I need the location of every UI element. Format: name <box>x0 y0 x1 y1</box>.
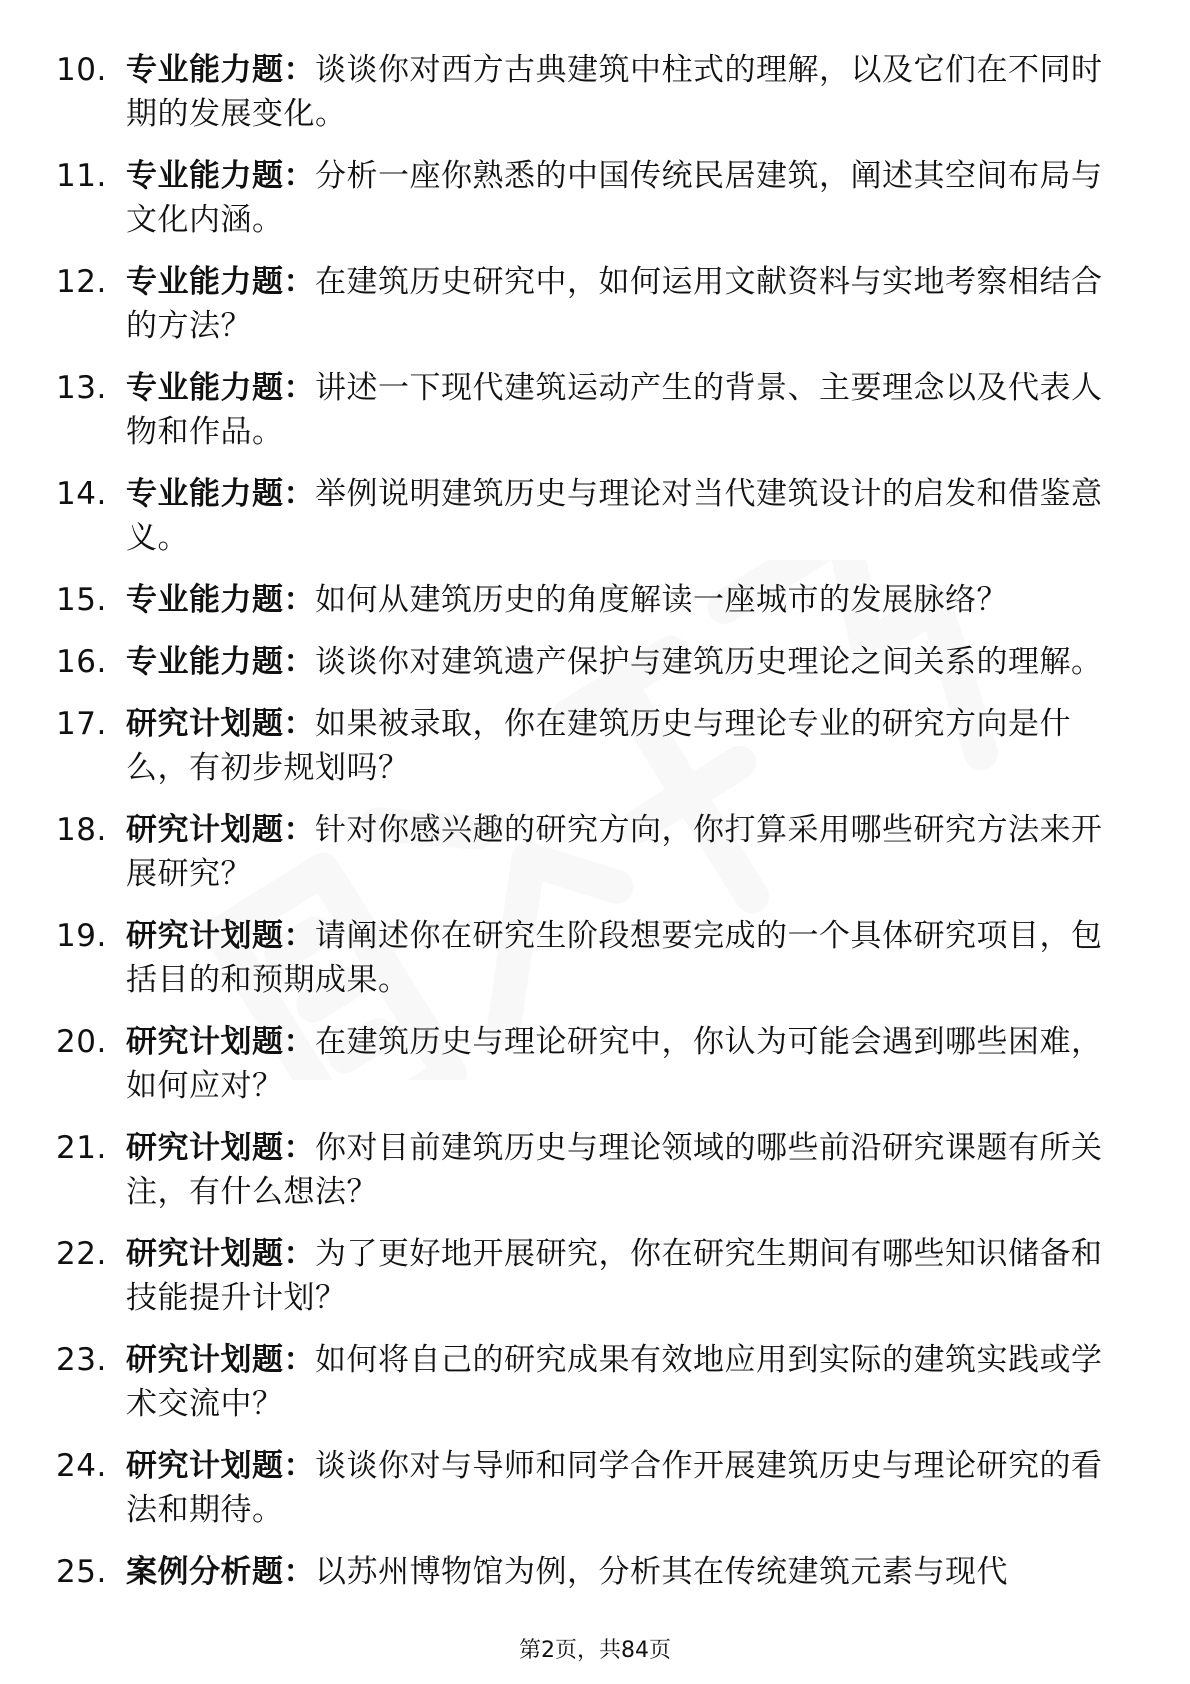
question-category: 研究计划题： <box>126 1130 315 1166</box>
question-item <box>56 914 1116 1002</box>
question-number: 12. <box>56 264 107 300</box>
question-text: 在建筑历史与理论研究中，你认为可能会遇到哪些困难，如何应对？ <box>126 1024 1103 1104</box>
question-category: 专业能力题： <box>126 264 315 300</box>
question-number: 19. <box>56 918 107 954</box>
question-category: 研究计划题： <box>126 812 315 848</box>
question-text: 如果被录取，你在建筑历史与理论专业的研究方向是什么，有初步规划吗？ <box>126 706 1071 786</box>
question-text: 你对目前建筑历史与理论领域的哪些前沿研究课题有所关注，有什么想法？ <box>126 1130 1103 1210</box>
question-body <box>126 48 1116 136</box>
question-body <box>126 366 1116 454</box>
question-item <box>56 260 1116 348</box>
question-body <box>126 808 1116 896</box>
question-text: 为了更好地开展研究，你在研究生期间有哪些知识储备和技能提升计划？ <box>126 1236 1103 1316</box>
question-number: 17. <box>56 706 107 742</box>
question-item <box>56 1126 1116 1214</box>
question-body <box>126 578 1116 622</box>
question-text: 针对你感兴趣的研究方向，你打算采用哪些研究方法来开展研究？ <box>126 812 1103 892</box>
question-body <box>126 1020 1116 1108</box>
question-category: 案例分析题： <box>126 1554 315 1590</box>
question-number: 22. <box>56 1236 107 1272</box>
question-category: 专业能力题： <box>126 52 315 88</box>
question-text: 谈谈你对建筑遗产保护与建筑历史理论之间关系的理解。 <box>315 644 1103 680</box>
question-item <box>56 640 1116 684</box>
question-item <box>56 48 1116 136</box>
question-body <box>126 1444 1116 1532</box>
question-category: 研究计划题： <box>126 1342 315 1378</box>
question-body <box>126 1232 1116 1320</box>
question-body <box>126 260 1116 348</box>
question-item <box>56 578 1116 622</box>
question-body <box>126 640 1116 684</box>
question-item <box>56 1550 1116 1594</box>
page-footer: 第2页，共84页 <box>519 1638 671 1663</box>
question-text: 谈谈你对与导师和同学合作开展建筑历史与理论研究的看法和期待。 <box>126 1448 1103 1528</box>
question-body <box>126 1126 1116 1214</box>
question-body <box>126 1550 1116 1594</box>
question-item <box>56 1444 1116 1532</box>
question-text: 请阐述你在研究生阶段想要完成的一个具体研究项目，包括目的和预期成果。 <box>126 918 1103 998</box>
question-item <box>56 366 1116 454</box>
question-number: 21. <box>56 1130 107 1166</box>
question-number: 14. <box>56 476 107 512</box>
question-item <box>56 1020 1116 1108</box>
question-number: 13. <box>56 370 107 406</box>
question-category: 研究计划题： <box>126 1236 315 1272</box>
question-text: 在建筑历史研究中，如何运用文献资料与实地考察相结合的方法？ <box>126 264 1103 344</box>
question-category: 研究计划题： <box>126 1448 315 1484</box>
question-text: 举例说明建筑历史与理论对当代建筑设计的启发和借鉴意义。 <box>126 476 1103 556</box>
question-category: 专业能力题： <box>126 476 315 512</box>
question-text: 如何从建筑历史的角度解读一座城市的发展脉络？ <box>315 582 1008 618</box>
question-category: 专业能力题： <box>126 158 315 194</box>
question-number: 23. <box>56 1342 107 1378</box>
question-item <box>56 1338 1116 1426</box>
question-text: 以苏州博物馆为例，分析其在传统建筑元素与现代 <box>315 1554 1008 1590</box>
question-item <box>56 472 1116 560</box>
question-text: 讲述一下现代建筑运动产生的背景、主要理念以及代表人物和作品。 <box>126 370 1103 450</box>
question-text: 如何将自己的研究成果有效地应用到实际的建筑实践或学术交流中？ <box>126 1342 1103 1422</box>
question-number: 10. <box>56 52 107 88</box>
question-number: 15. <box>56 582 107 618</box>
question-body <box>126 914 1116 1002</box>
question-text: 谈谈你对西方古典建筑中柱式的理解，以及它们在不同时期的发展变化。 <box>126 52 1103 132</box>
question-category: 研究计划题： <box>126 918 315 954</box>
question-item <box>56 702 1116 790</box>
question-list <box>56 48 1116 1612</box>
question-number: 25. <box>56 1554 107 1590</box>
question-body <box>126 154 1116 242</box>
question-category: 专业能力题： <box>126 644 315 680</box>
question-number: 20. <box>56 1024 107 1060</box>
question-body <box>126 702 1116 790</box>
question-number: 11. <box>56 158 107 194</box>
question-category: 研究计划题： <box>126 706 315 742</box>
question-text: 分析一座你熟悉的中国传统民居建筑，阐述其空间布局与文化内涵。 <box>126 158 1103 238</box>
question-body <box>126 472 1116 560</box>
question-item <box>56 808 1116 896</box>
question-number: 24. <box>56 1448 107 1484</box>
question-category: 专业能力题： <box>126 582 315 618</box>
question-body <box>126 1338 1116 1426</box>
question-number: 18. <box>56 812 107 848</box>
question-item <box>56 1232 1116 1320</box>
question-item <box>56 154 1116 242</box>
question-category: 研究计划题： <box>126 1024 315 1060</box>
question-category: 专业能力题： <box>126 370 315 406</box>
question-number: 16. <box>56 644 107 680</box>
